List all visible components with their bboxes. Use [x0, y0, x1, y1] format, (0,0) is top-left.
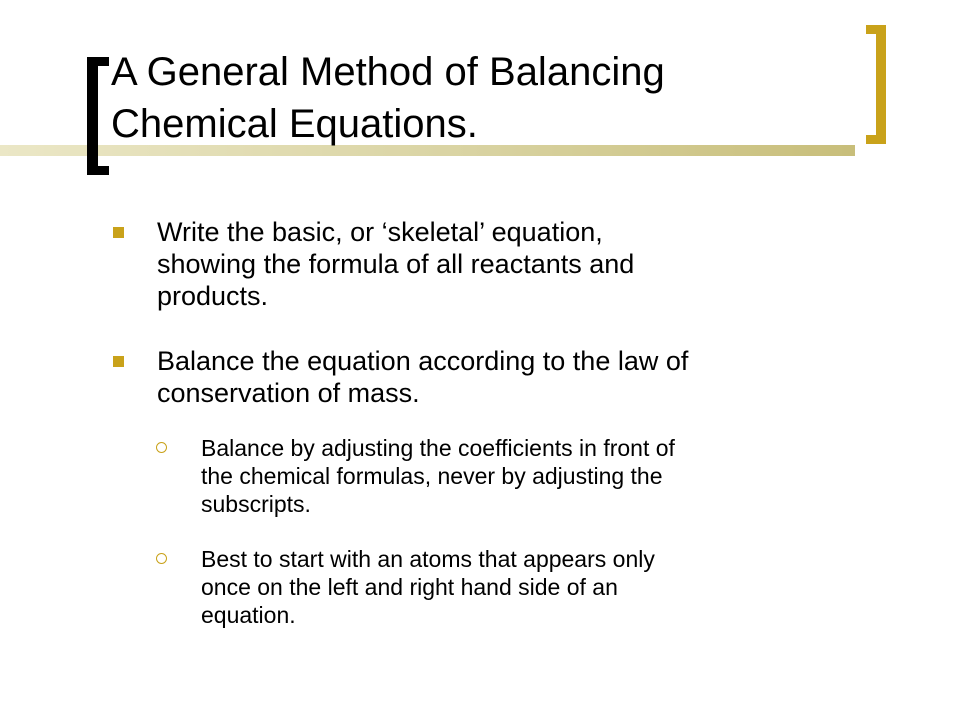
slide-title-line-1: A General Method of Balancing: [111, 50, 665, 94]
sub-bullet-item-1: [201, 434, 861, 518]
sub-bullet-1-line-1: Balance by adjusting the coefficients in front of: [201, 435, 675, 461]
bullet-1-line-1: Write the basic, or ‘skeletal’ equation,: [157, 217, 603, 247]
bullet-item-1: [157, 216, 897, 312]
square-bullet-icon: [113, 227, 124, 238]
right-bracket-icon: [866, 25, 886, 144]
sub-bullet-1-line-3: subscripts.: [201, 491, 311, 517]
square-bullet-icon: [113, 356, 124, 367]
bullet-2-line-1: Balance the equation according to the law of: [157, 346, 689, 376]
sub-bullet-1-line-2: the chemical formulas, never by adjusting the: [201, 463, 663, 489]
bullet-1-line-2: showing the formula of all reactants and: [157, 249, 635, 279]
bullet-2-line-2: conservation of mass.: [157, 378, 420, 408]
sub-bullet-2-line-3: equation.: [201, 602, 296, 628]
sub-bullet-2-line-2: once on the left and right hand side of an: [201, 574, 618, 600]
ring-bullet-icon: [156, 553, 167, 564]
bullet-1-line-3: products.: [157, 281, 269, 311]
ring-bullet-icon: [156, 442, 167, 453]
sub-bullet-2-line-1: Best to start with an atoms that appears only: [201, 546, 655, 572]
left-bracket-icon: [87, 57, 109, 175]
bullet-item-2: [157, 345, 897, 409]
slide-title: [111, 46, 851, 150]
slide-title-line-2: Chemical Equations.: [111, 102, 478, 146]
sub-bullet-item-2: [201, 545, 861, 629]
